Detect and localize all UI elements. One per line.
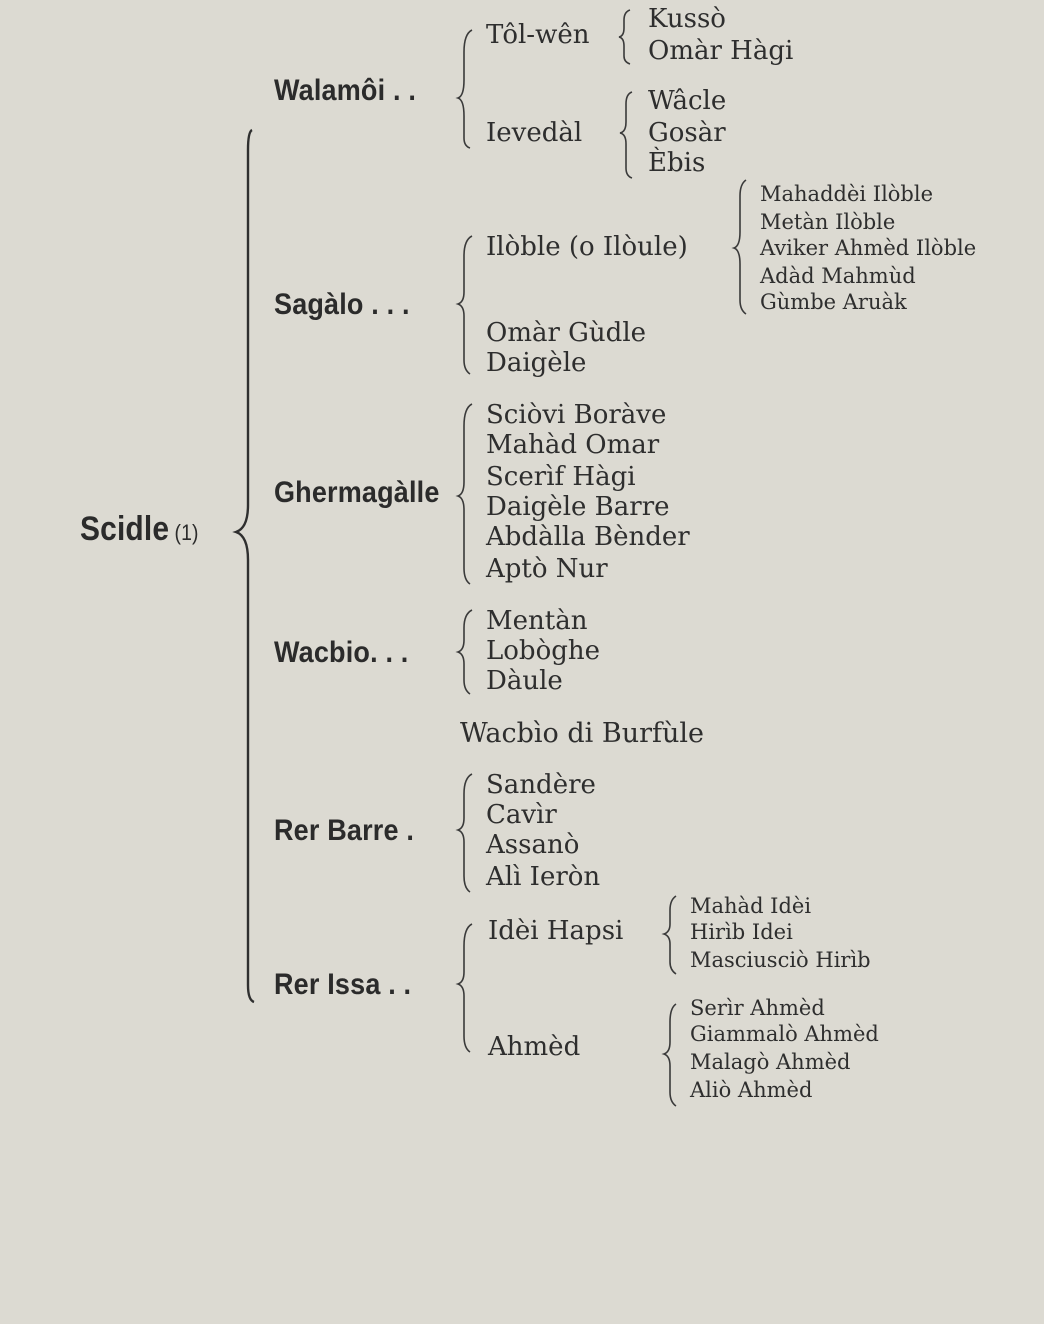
member-gumbe-aruak: Gùmbe Aruàk: [760, 290, 907, 314]
member-gosar: Gosàr: [648, 118, 726, 148]
subgroup-daule: Dàule: [486, 666, 563, 696]
member-kusso: Kussò: [648, 4, 726, 34]
subgroup-mentan: Mentàn: [486, 606, 588, 636]
group-sagalo: Sagàlo . . .: [274, 288, 410, 321]
subgroup-ali-ieron: Alì Ieròn: [486, 862, 601, 892]
member-metan-iloble: Metàn Ilòble: [760, 210, 896, 234]
subgroup-iloble: Ilòble (o Ilòule): [486, 232, 688, 262]
root-name: [80, 512, 199, 546]
iloble-brace: [734, 180, 746, 314]
member-masciuscio-hirib: Masciusciò Hirìb: [690, 948, 871, 972]
subgroup-ahmed: Ahmèd: [488, 1032, 581, 1062]
subgroup-tolwen: Tôl-wên: [486, 20, 590, 50]
group-walamoi: Walamôi . .: [274, 74, 417, 107]
subgroup-sciovi-borave: Sciòvi Boràve: [486, 400, 667, 430]
root-label: Scidle: [80, 510, 170, 548]
rerbarre-brace: [458, 774, 472, 892]
group-wacbio-burfule: Wacbìo di Burfùle: [460, 718, 705, 749]
member-giammalo-ahmed: Giammalò Ahmèd: [690, 1022, 879, 1046]
subgroup-assano: Assanò: [486, 830, 580, 860]
root-brace: [236, 130, 254, 1002]
member-adad-mahmud: Adàd Mahmùd: [760, 264, 916, 288]
ahmed-brace: [664, 1004, 676, 1106]
member-serir-ahmed: Serìr Ahmèd: [690, 996, 825, 1020]
wacbio-brace: [458, 610, 472, 694]
subgroup-daigele: Daigèle: [486, 348, 587, 378]
subgroup-sandere: Sandère: [486, 770, 596, 800]
member-alio-ahmed: Aliò Ahmèd: [690, 1078, 813, 1102]
subgroup-apto-nur: Aptò Nur: [486, 554, 608, 584]
group-wacbio: Wacbio. . .: [274, 636, 409, 669]
member-aviker-ahmed-iloble: Aviker Ahmèd Ilòble: [760, 236, 977, 260]
group-rer-issa: Rer Issa . .: [274, 968, 412, 1001]
root-footnote: (1): [174, 520, 199, 545]
ideihapsi-brace: [664, 896, 676, 974]
subgroup-omar-gudle: Omàr Gùdle: [486, 318, 647, 348]
ievedal-brace: [620, 92, 632, 178]
group-ghermagalle: Ghermagàlle: [274, 476, 440, 509]
walamoi-brace: [458, 30, 472, 148]
subgroup-daigele-barre: Daigèle Barre: [486, 492, 670, 522]
subgroup-ievedal: Ievedàl: [486, 118, 583, 148]
member-omar-hagi: Omàr Hàgi: [648, 36, 794, 66]
tolwen-brace: [619, 10, 630, 64]
group-rer-barre: Rer Barre .: [274, 814, 415, 847]
subgroup-cavir: Cavìr: [486, 800, 557, 830]
member-hirib-idei: Hirìb Idei: [690, 920, 793, 944]
subgroup-loboghe: Lobòghe: [486, 636, 600, 666]
member-malago-ahmed: Malagò Ahmèd: [690, 1050, 851, 1074]
subgroup-abdalla-bender: Abdàlla Bènder: [486, 522, 690, 552]
subgroup-mahad-omar: Mahàd Omar: [486, 430, 660, 460]
member-mahaddei-iloble: Mahaddèi Ilòble: [760, 182, 934, 206]
subgroup-idei-hapsi: Idèi Hapsi: [488, 916, 624, 946]
member-mahad-idei: Mahàd Idèi: [690, 894, 812, 918]
sagalo-brace: [458, 236, 472, 374]
subgroup-scerif-hagi: Scerìf Hàgi: [486, 462, 636, 492]
member-ebis: Èbis: [648, 148, 706, 178]
ghermagalle-brace: [458, 404, 472, 584]
member-wacle: Wâcle: [648, 86, 727, 116]
rerissa-brace: [458, 924, 472, 1052]
